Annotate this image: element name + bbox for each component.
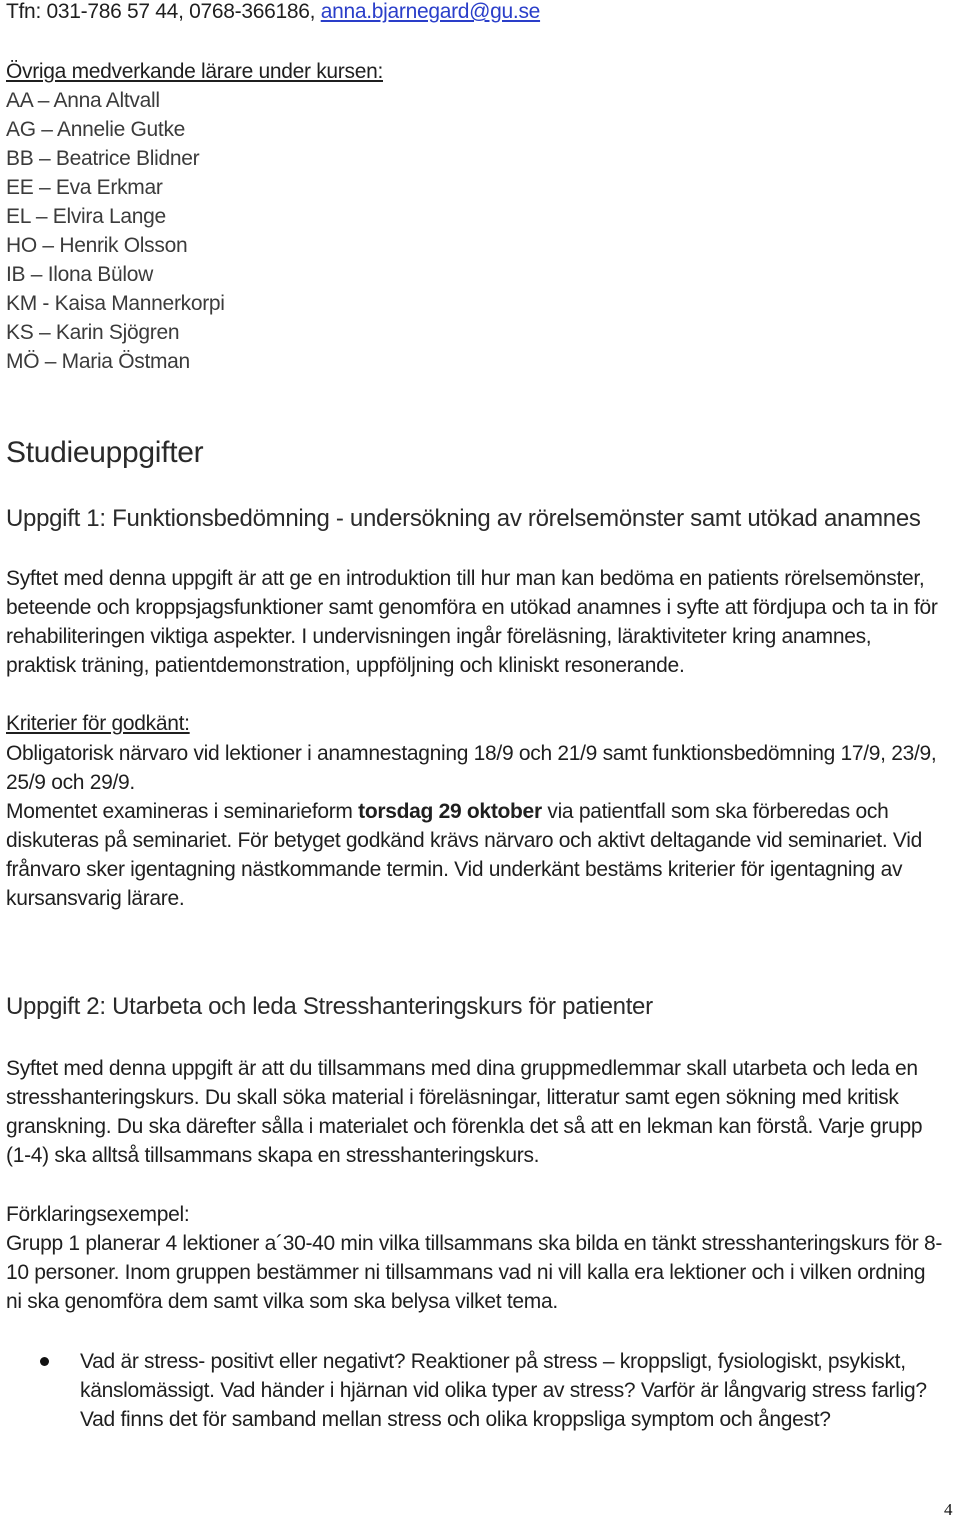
paragraph-line: rehabiliteringen viktiga aspekter. I undervisningen ingår föreläsning, läraktiviteter kring anamnes, — [6, 625, 872, 648]
paragraph-line: Syftet med denna uppgift är att ge en introduktion till hur man kan bedöma en patients rörelsemönster, — [6, 567, 925, 590]
teachers-list — [6, 86, 960, 376]
paragraph-line: Obligatorisk närvaro vid lektioner i anamnestagning 18/9 och 21/9 samt funktionsbedömning 17/9, 23/9, — [6, 742, 937, 765]
exam-line: Momentet examineras i seminarieform torsdag 29 oktober via patientfall som ska förberedas och — [6, 800, 889, 823]
section-title: Studieuppgifter — [6, 436, 204, 469]
paragraph-line: beteende och kroppsjagsfunktioner samt genomföra en utökad anamnes i syfte att fördjupa och ta in för — [6, 596, 938, 619]
list-item: EE – Eva Erkmar — [6, 176, 163, 199]
paragraph-line: 25/9 och 29/9. — [6, 771, 135, 794]
paragraph-line: 10 personer. Inom gruppen bestämmer ni tillsammans vad ni vill kalla era lektioner och i vilken ordning — [6, 1261, 926, 1284]
list-item: HO – Henrik Olsson — [6, 234, 188, 257]
paragraph-line: Grupp 1 planerar 4 lektioner a´30-40 min vilka tillsammans ska bilda en tänkt stresshanteringskurs för 8- — [6, 1232, 943, 1255]
page-number: 4 — [944, 1500, 953, 1519]
teachers-heading: Övriga medverkande lärare under kursen: — [6, 60, 383, 83]
list-item: BB – Beatrice Blidner — [6, 147, 200, 170]
list-item: KS – Karin Sjögren — [6, 321, 180, 344]
paragraph-line: (1-4) ska alltså tillsammans skapa en stresshanteringskurs. — [6, 1144, 540, 1167]
email-link[interactable]: anna.bjarnegard@gu.se — [320, 0, 541, 23]
example-heading: Förklaringsexempel: — [6, 1203, 190, 1226]
paragraph-line: frånvaro sker igentagning nästkommande termin. Vid underkänt bestäms kriterier för igentagning av — [6, 858, 903, 881]
list-item: MÖ – Maria Östman — [6, 350, 190, 373]
list-item: IB – Ilona Bülow — [6, 263, 153, 286]
list-item: EL – Elvira Lange — [6, 205, 166, 228]
paragraph-line: ni ska genomföra dem samt vilka som ska belysa vilket tema. — [6, 1290, 558, 1313]
paragraph-line: granskning. Du ska därefter sålla i materialet och förenkla det så att en lekman kan förstå. Varje grupp — [6, 1115, 923, 1138]
criteria-text — [6, 739, 960, 913]
task1-purpose — [6, 564, 960, 680]
task2-purpose — [6, 1054, 960, 1170]
paragraph-line: Syftet med denna uppgift är att du tillsammans med dina gruppmedlemmar skall utarbeta och leda en — [6, 1057, 918, 1080]
phone-text: Tfn: 031-786 57 44, 0768-366186, — [6, 0, 321, 23]
bullet-text — [80, 1347, 950, 1434]
list-item: KM - Kaisa Mannerkorpi — [6, 292, 225, 315]
bullet-line: känslomässigt. Vad händer i hjärnan vid olika typer av stress? Varför är långvarig stress farlig? — [80, 1379, 927, 1402]
bullet-line: Vad är stress- positivt eller negativt? Reaktioner på stress – kroppsligt, fysiologiskt, psykiskt, — [80, 1350, 906, 1373]
list-item: AG – Annelie Gutke — [6, 118, 186, 141]
bullet-line: Vad finns det för samband mellan stress och olika kroppsliga symptom och ångest? — [80, 1408, 831, 1431]
task1-title: Uppgift 1: Funktionsbedömning - undersökning av rörelsemönster samt utökad anamnes — [6, 505, 921, 532]
example-text — [6, 1229, 960, 1316]
criteria-heading: Kriterier för godkänt: — [6, 712, 190, 735]
paragraph-line: kursansvarig lärare. — [6, 887, 185, 910]
list-item: AA – Anna Altvall — [6, 89, 160, 112]
paragraph-line: diskuteras på seminariet. För betyget godkänd krävs närvaro och aktivt deltagande vid seminariet. Vid — [6, 829, 922, 852]
paragraph-line: stresshanteringskurs. Du skall söka material i föreläsningar, litteratur samt egen sökning med kritisk — [6, 1086, 899, 1109]
exam-date: torsdag 29 oktober — [358, 800, 542, 823]
paragraph-line: praktisk träning, patientdemonstration, uppföljning och kliniskt resonerande. — [6, 654, 685, 677]
contact-line — [6, 0, 540, 26]
bullet-icon — [40, 1357, 49, 1366]
task2-title: Uppgift 2: Utarbeta och leda Stresshanteringskurs för patienter — [6, 993, 653, 1020]
